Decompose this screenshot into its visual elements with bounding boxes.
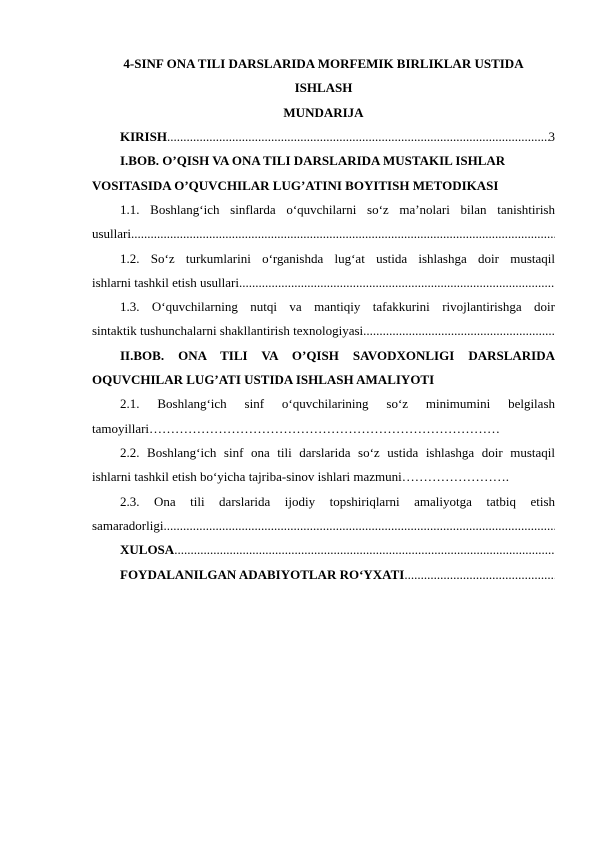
document-title-line-1: 4-SINF ONA TILI DARSLARIDA MORFEMIK BIRLIKLAR USTIDA — [123, 56, 524, 71]
toc-item-2-1-line-2[interactable]: tamoyillari……………………………………………………………………… — [92, 421, 501, 436]
toc-item-1-3-line-2[interactable] — [92, 320, 555, 342]
toc-entry-intro[interactable] — [120, 126, 555, 148]
toc-item-2-3-line-2[interactable] — [92, 515, 555, 537]
toc-leader-dots — [131, 223, 555, 245]
toc-chapter-1-line-2[interactable]: VOSITASIDA O’QUVCHILAR LUG’ATINI BOYITISH METODIKASI — [92, 178, 499, 193]
toc-chapter-1-line-1[interactable]: I.BOB. O’QISH VA ONA TILI DARSLARIDA MUSTAKIL ISHLAR — [120, 153, 506, 168]
toc-item-1-2-text: ishlarni tashkil etish usullari — [92, 275, 239, 290]
toc-leader-dots — [404, 564, 555, 586]
toc-item-1-1-text: usullari — [92, 226, 131, 241]
toc-item-2-3-text: samaradorligi — [92, 518, 164, 533]
toc-item-1-1-line-1[interactable]: 1.1. Boshlang‘ich sinflarda o‘quvchilarni so‘z ma’nolari bilan tanishtirish — [120, 202, 555, 217]
toc-leader-dots — [167, 126, 549, 148]
toc-leader-dots — [174, 539, 555, 561]
toc-leader-dots — [363, 320, 555, 342]
toc-item-2-3-line-1[interactable]: 2.3. Ona tili darslarida ijodiy topshiriqlarni amaliyotga tatbiq etish — [120, 494, 555, 509]
toc-leader-dots — [239, 272, 555, 294]
toc-intro-page: 3 — [548, 129, 555, 144]
toc-item-1-3-line-1[interactable]: 1.3. O‘quvchilarning nutqi va mantiqiy tafakkurini rivojlantirishga doir — [120, 299, 555, 314]
toc-item-2-1-line-1[interactable]: 2.1. Boshlang‘ich sinf o‘quvchilarining so‘z minimumini belgilash — [120, 396, 555, 411]
contents-heading: MUNDARIJA — [283, 105, 364, 120]
toc-entry-conclusion[interactable] — [120, 539, 555, 561]
document-title-line-2: ISHLASH — [294, 80, 353, 95]
toc-entry-references[interactable] — [120, 564, 555, 586]
toc-leader-dots — [163, 515, 555, 537]
toc-item-2-2-line-2[interactable]: ishlarni tashkil etish bo‘yicha tajriba-sinov ishlari mazmuni……………………. — [92, 469, 510, 484]
toc-item-1-2-line-1[interactable]: 1.2. So‘z turkumlarini o‘rganishda lug‘at ustida ishlashga doir mustaqil — [120, 251, 555, 266]
toc-chapter-2-line-1[interactable]: II.BOB. ONA TILI VA O’QISH SAVODXONLIGI DARSLARIDA — [120, 348, 555, 363]
toc-intro-label: KIRISH — [120, 129, 167, 144]
toc-item-1-1-line-2[interactable] — [92, 223, 555, 245]
toc-references-label: FOYDALANILGAN ADABIYOTLAR RO‘YXATI — [120, 567, 405, 582]
toc-item-2-2-line-1[interactable]: 2.2. Boshlang‘ich sinf ona tili darslarida so‘z ustida ishlashga doir mustaqil — [120, 445, 555, 460]
toc-item-1-3-text: sintaktik tushunchalarni shakllantirish texnologiyasi — [92, 323, 364, 338]
toc-conclusion-label: XULOSA — [120, 542, 175, 557]
toc-chapter-2-line-2[interactable]: OQUVCHILAR LUG’ATI USTIDA ISHLASH AMALIYOTI — [92, 372, 435, 387]
toc-item-1-2-line-2[interactable] — [92, 272, 555, 294]
